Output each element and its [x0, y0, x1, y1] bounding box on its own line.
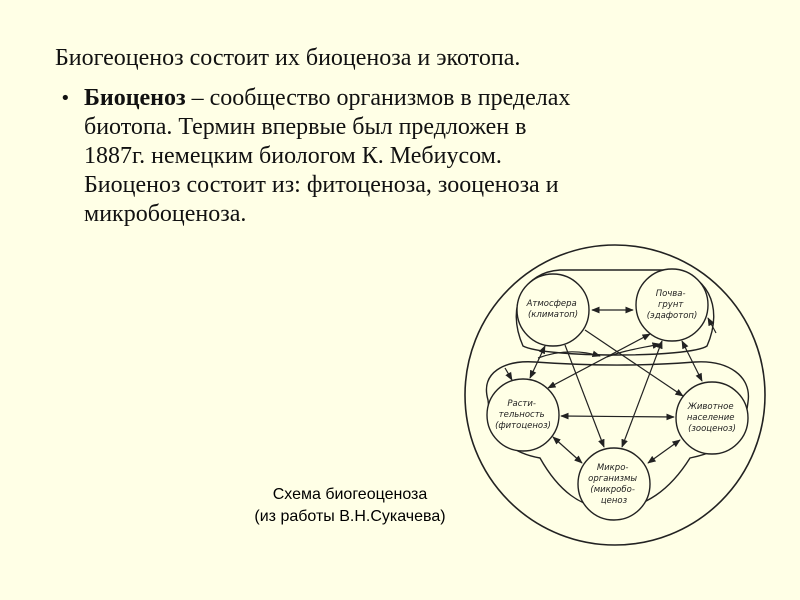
- arrow-plants-microbes: [553, 437, 582, 463]
- arrow-soil-animals: [682, 341, 702, 381]
- term-biocenosis: Биоценоз: [84, 85, 186, 111]
- bullet-line-1-rest: – сообщество организмов в пределах: [185, 85, 571, 111]
- label-plants: Расти- тельность (фитоценоз): [495, 399, 551, 431]
- arrow-soil-microbes: [622, 341, 662, 447]
- label-atmosphere: Атмосфера (климатоп): [526, 299, 579, 320]
- label-soil: Почва- грунт (эдафотоп): [646, 289, 698, 321]
- bullet-line-1: [84, 84, 755, 113]
- biogeocenosis-diagram: [455, 238, 800, 558]
- node-microbes: [578, 448, 650, 520]
- label-animals: Животное население (зооценоз): [686, 402, 736, 434]
- intro-text: Биогеоценоз состоит их биоценоза и экотопа.: [55, 45, 521, 71]
- arrow-group-bottom-to-plants: [505, 368, 512, 380]
- arrow-atmosphere-microbes: [565, 345, 604, 447]
- arrow-animals-microbes: [648, 440, 680, 463]
- caption-line-2: (из работы В.Н.Сукачева): [254, 508, 446, 525]
- label-microbes: Микро- организмы (микробо- ценоз: [588, 463, 638, 506]
- bullet-list: [55, 84, 755, 229]
- bullet-dot-icon: •: [60, 88, 71, 109]
- arrow-plants-animals: [561, 416, 674, 417]
- bullet-line-5: микробоценоза.: [84, 201, 247, 227]
- diagram-caption: [215, 484, 485, 528]
- bullet-line-2: биотопа. Термин впервые был предложен в: [84, 114, 527, 140]
- bullet-line-4: Биоценоз состоит из: фитоценоза, зооценоза и: [84, 172, 559, 198]
- bullet-line-3: 1887г. немецким биологом К. Мебиусом.: [84, 143, 502, 169]
- bullet-item-biocenosis: [55, 84, 755, 229]
- caption-line-1: Схема биогеоценоза: [272, 486, 428, 503]
